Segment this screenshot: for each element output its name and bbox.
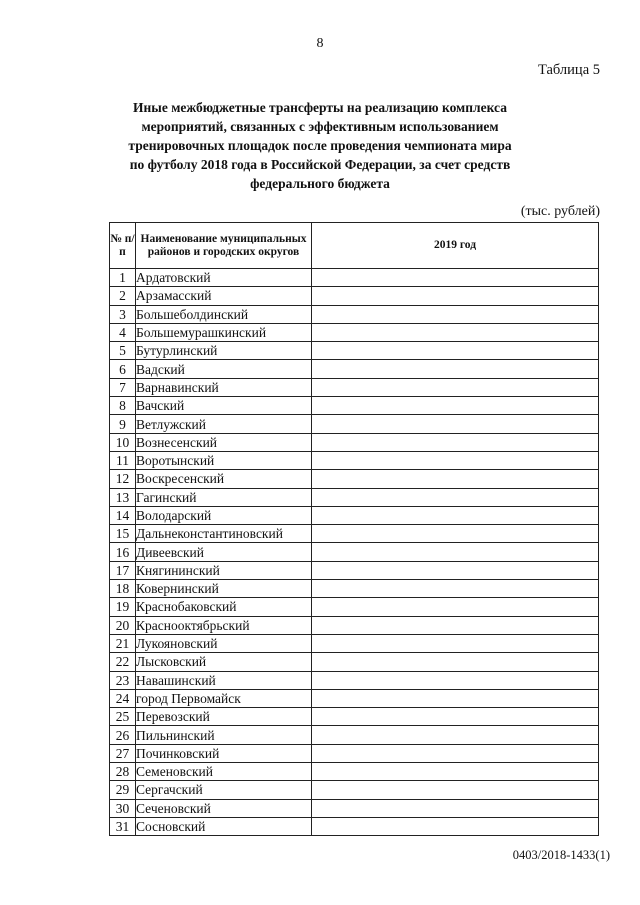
table-row xyxy=(110,323,599,341)
table-row xyxy=(110,726,599,744)
row-name: Большемурашкинский xyxy=(136,323,312,341)
table-row xyxy=(110,269,599,287)
table-row xyxy=(110,580,599,598)
table-row xyxy=(110,360,599,378)
row-name: Княгининский xyxy=(136,561,312,579)
row-value xyxy=(312,653,599,671)
row-number: 29 xyxy=(110,781,136,799)
row-name: Арзамасский xyxy=(136,287,312,305)
document-code: 0403/2018-1433(1) xyxy=(512,848,610,862)
table-row xyxy=(110,470,599,488)
row-name: Гагинский xyxy=(136,488,312,506)
row-name: Ковернинский xyxy=(136,580,312,598)
row-number: 16 xyxy=(110,543,136,561)
row-name: Володарский xyxy=(136,506,312,524)
row-value xyxy=(312,744,599,762)
row-number: 5 xyxy=(110,342,136,360)
row-name: Сергачский xyxy=(136,781,312,799)
row-number: 27 xyxy=(110,744,136,762)
row-value xyxy=(312,506,599,524)
row-number: 19 xyxy=(110,598,136,616)
row-name: Сосновский xyxy=(136,817,312,835)
row-name: Дивеевский xyxy=(136,543,312,561)
table-row xyxy=(110,378,599,396)
row-name: Навашинский xyxy=(136,671,312,689)
row-number: 22 xyxy=(110,653,136,671)
row-name: Краснооктябрьский xyxy=(136,616,312,634)
row-name: Бутурлинский xyxy=(136,342,312,360)
row-value xyxy=(312,598,599,616)
row-name: Лысковский xyxy=(136,653,312,671)
table-row xyxy=(110,781,599,799)
row-name: Воротынский xyxy=(136,451,312,469)
header-number: № п/п xyxy=(110,223,136,269)
row-number: 31 xyxy=(110,817,136,835)
table-row xyxy=(110,744,599,762)
table-row xyxy=(110,397,599,415)
row-number: 13 xyxy=(110,488,136,506)
table-row xyxy=(110,287,599,305)
row-name: Вадский xyxy=(136,360,312,378)
row-name: Воскресенский xyxy=(136,470,312,488)
table-row xyxy=(110,708,599,726)
table-row xyxy=(110,634,599,652)
row-name: Большеболдинский xyxy=(136,305,312,323)
table-label: Таблица 5 xyxy=(537,62,600,78)
row-name: город Первомайск xyxy=(136,689,312,707)
table-row xyxy=(110,342,599,360)
table-row xyxy=(110,543,599,561)
row-value xyxy=(312,488,599,506)
row-number: 25 xyxy=(110,708,136,726)
row-value xyxy=(312,397,599,415)
row-name: Краснобаковский xyxy=(136,598,312,616)
table-row xyxy=(110,817,599,835)
table-row xyxy=(110,305,599,323)
table-row xyxy=(110,415,599,433)
row-value xyxy=(312,726,599,744)
row-value xyxy=(312,763,599,781)
row-name: Лукояновский xyxy=(136,634,312,652)
row-number: 10 xyxy=(110,433,136,451)
row-number: 4 xyxy=(110,323,136,341)
header-year: 2019 год xyxy=(312,223,599,269)
row-number: 28 xyxy=(110,763,136,781)
table-row xyxy=(110,671,599,689)
row-number: 26 xyxy=(110,726,136,744)
row-number: 23 xyxy=(110,671,136,689)
row-name: Сеченовский xyxy=(136,799,312,817)
header-name: Наименование муниципальных районов и городских округов xyxy=(136,223,312,269)
row-value xyxy=(312,342,599,360)
row-value xyxy=(312,525,599,543)
row-value xyxy=(312,287,599,305)
table-row xyxy=(110,525,599,543)
row-number: 9 xyxy=(110,415,136,433)
row-name: Ветлужский xyxy=(136,415,312,433)
table-row xyxy=(110,561,599,579)
row-value xyxy=(312,305,599,323)
units-label: (тыс. рублей) xyxy=(520,204,600,219)
row-number: 21 xyxy=(110,634,136,652)
row-value xyxy=(312,781,599,799)
row-value xyxy=(312,799,599,817)
document-title: Иные межбюджетные трансферты на реализацию комплекса мероприятий, связанных с эффективным использованием тренировочных площадок после проведения чемпионата мира по футболу 2018 года в Российской Федерации, за счет средств федерального бюджета xyxy=(128,100,512,191)
row-value xyxy=(312,689,599,707)
row-name: Семеновский xyxy=(136,763,312,781)
row-value xyxy=(312,708,599,726)
row-name: Варнавинский xyxy=(136,378,312,396)
row-number: 11 xyxy=(110,451,136,469)
table-row xyxy=(110,653,599,671)
row-number: 18 xyxy=(110,580,136,598)
row-number: 8 xyxy=(110,397,136,415)
transfers-table xyxy=(109,222,599,836)
row-value xyxy=(312,817,599,835)
table-row xyxy=(110,451,599,469)
row-number: 14 xyxy=(110,506,136,524)
page-number: 8 xyxy=(316,36,324,51)
row-name: Дальнеконстантиновский xyxy=(136,525,312,543)
table-row xyxy=(110,689,599,707)
row-name: Вознесенский xyxy=(136,433,312,451)
row-value xyxy=(312,580,599,598)
row-value xyxy=(312,433,599,451)
table-row xyxy=(110,616,599,634)
row-value xyxy=(312,543,599,561)
row-number: 3 xyxy=(110,305,136,323)
row-value xyxy=(312,561,599,579)
row-number: 7 xyxy=(110,378,136,396)
row-number: 30 xyxy=(110,799,136,817)
table-row xyxy=(110,488,599,506)
table-row xyxy=(110,799,599,817)
row-value xyxy=(312,360,599,378)
row-number: 1 xyxy=(110,269,136,287)
table-row xyxy=(110,763,599,781)
row-value xyxy=(312,671,599,689)
table-header-row xyxy=(110,223,599,269)
row-number: 12 xyxy=(110,470,136,488)
row-value xyxy=(312,378,599,396)
row-name: Вачский xyxy=(136,397,312,415)
table-body xyxy=(110,269,599,836)
row-value xyxy=(312,616,599,634)
row-name: Починковский xyxy=(136,744,312,762)
row-number: 20 xyxy=(110,616,136,634)
row-name: Пильнинский xyxy=(136,726,312,744)
row-name: Ардатовский xyxy=(136,269,312,287)
row-value xyxy=(312,269,599,287)
row-number: 24 xyxy=(110,689,136,707)
row-value xyxy=(312,415,599,433)
row-number: 17 xyxy=(110,561,136,579)
row-number: 2 xyxy=(110,287,136,305)
row-name: Перевозский xyxy=(136,708,312,726)
table-row xyxy=(110,433,599,451)
row-value xyxy=(312,323,599,341)
row-number: 6 xyxy=(110,360,136,378)
row-value xyxy=(312,470,599,488)
row-value xyxy=(312,634,599,652)
table-row xyxy=(110,506,599,524)
row-number: 15 xyxy=(110,525,136,543)
table-row xyxy=(110,598,599,616)
row-value xyxy=(312,451,599,469)
